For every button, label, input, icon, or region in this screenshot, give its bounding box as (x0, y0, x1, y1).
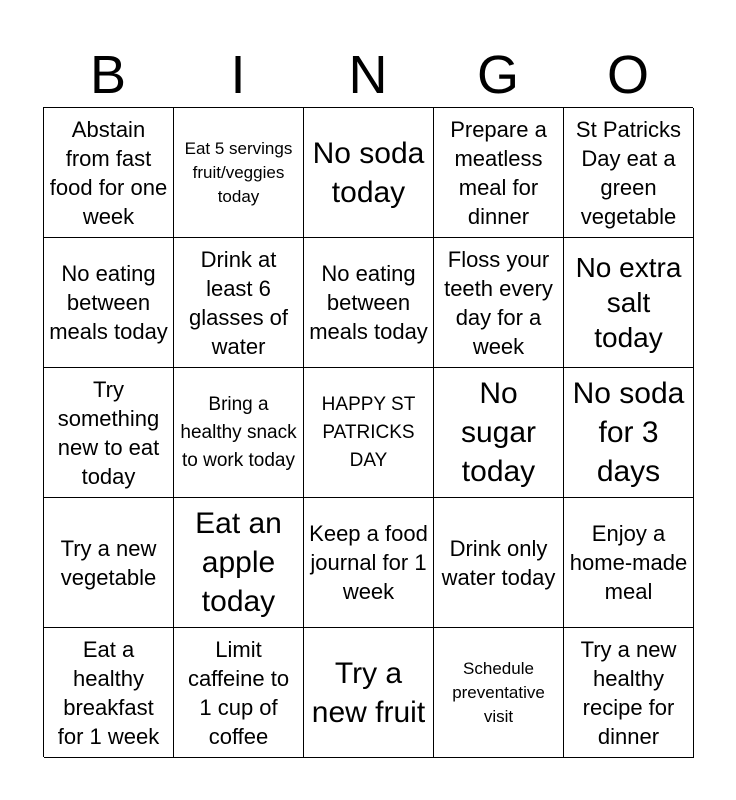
header-letter-n: N (348, 45, 388, 105)
cell-text: No eating between meals today (309, 261, 428, 344)
bingo-cell[interactable] (44, 628, 174, 758)
cell-text: Limit caffeine to 1 cup of coffee (187, 636, 290, 749)
bingo-cell[interactable] (304, 628, 434, 758)
bingo-cell-free-space[interactable] (304, 368, 434, 498)
bingo-cell[interactable] (564, 238, 694, 368)
cell-text: Try a new fruit (311, 656, 426, 729)
bingo-cell[interactable] (434, 498, 564, 628)
bingo-cell[interactable] (434, 628, 564, 758)
bingo-cell[interactable] (174, 498, 304, 628)
cell-text: Enjoy a home-made meal (569, 521, 688, 604)
cell-text: Keep a food journal for 1 week (309, 521, 428, 604)
header-letter-o: O (606, 45, 649, 105)
cell-text: No extra salt today (575, 252, 682, 353)
bingo-cell[interactable] (564, 368, 694, 498)
cell-text: Try a new vegetable (60, 535, 157, 590)
bingo-header (43, 42, 693, 108)
bingo-cell[interactable] (434, 238, 564, 368)
cell-text: Try something new to eat today (57, 376, 160, 489)
cell-text: Drink at least 6 glasses of water (188, 246, 289, 359)
header-letter-b: B (89, 45, 127, 105)
bingo-cell[interactable] (434, 368, 564, 498)
bingo-cell[interactable] (174, 368, 304, 498)
bingo-cell[interactable] (304, 238, 434, 368)
bingo-cell[interactable] (174, 628, 304, 758)
bingo-cell[interactable] (44, 108, 174, 238)
cell-text: Try a new healthy recipe for dinner (580, 636, 677, 749)
bingo-cell[interactable] (44, 368, 174, 498)
bingo-cell[interactable] (564, 628, 694, 758)
bingo-cell[interactable] (304, 108, 434, 238)
bingo-cell[interactable] (174, 108, 304, 238)
bingo-board (43, 107, 693, 757)
bingo-cell[interactable] (564, 498, 694, 628)
cell-text: Eat a healthy breakfast for 1 week (57, 636, 160, 749)
cell-text: St Patricks Day eat a green vegetable (575, 116, 682, 229)
cell-text: No soda for 3 days (572, 377, 685, 488)
bingo-cell[interactable] (434, 108, 564, 238)
bingo-cell[interactable] (174, 238, 304, 368)
cell-text: No soda today (312, 136, 425, 209)
cell-text: Schedule preventative visit (452, 658, 545, 726)
cell-text: Eat 5 servings fruit/veggies today (184, 138, 293, 206)
cell-text: Bring a healthy snack to work today (180, 393, 297, 471)
cell-text: Drink only water today (441, 535, 556, 590)
bingo-cell[interactable] (564, 108, 694, 238)
cell-text: Abstain from fast food for one week (49, 116, 168, 229)
bingo-cell[interactable] (44, 498, 174, 628)
cell-text: No eating between meals today (49, 261, 168, 344)
cell-text: Floss your teeth every day for a week (444, 246, 553, 359)
cell-text: Eat an apple today (195, 507, 282, 618)
bingo-cell[interactable] (304, 498, 434, 628)
header-letter-g: G (476, 45, 519, 105)
cell-text: No sugar today (460, 377, 537, 488)
cell-text: Prepare a meatless meal for dinner (450, 116, 547, 229)
cell-text: HAPPY ST PATRICKS DAY (321, 393, 416, 471)
header-letter-i: I (230, 45, 246, 105)
bingo-cell[interactable] (44, 238, 174, 368)
